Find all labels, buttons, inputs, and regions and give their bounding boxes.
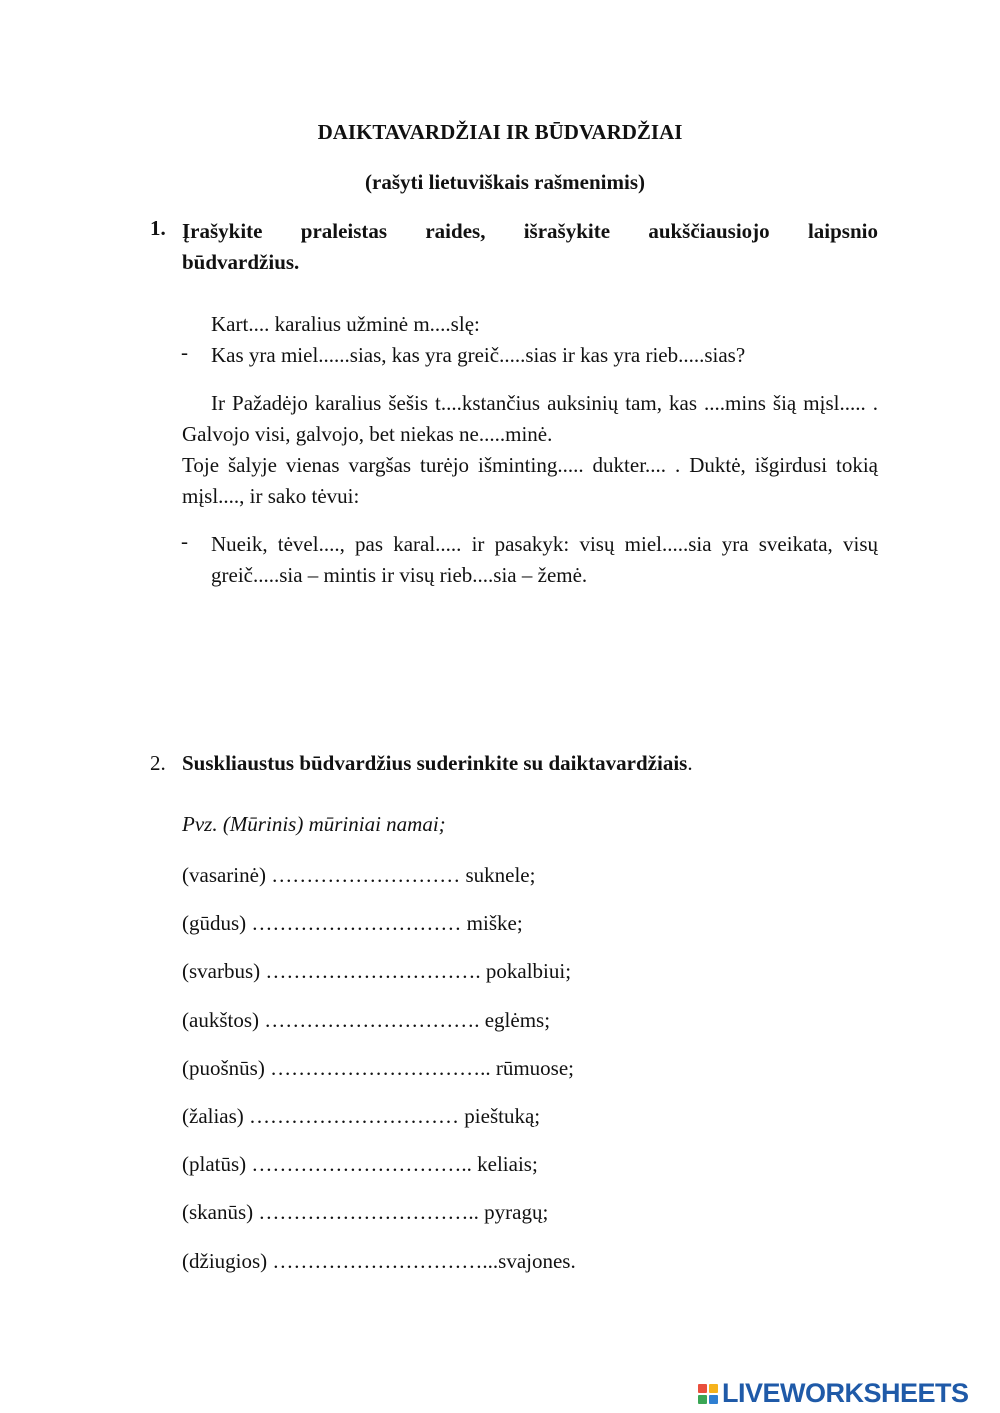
logo-square-blue bbox=[709, 1395, 718, 1404]
exercise-item: (aukštos) …………………………. eglėms; bbox=[182, 1007, 551, 1032]
document-subtitle: (rašyti lietuviškais rašmenimis) bbox=[365, 170, 645, 194]
task-1-instruction-line1: Įrašykite praleistas raides, išrašykite aukščiausiojo laipsnio bbox=[182, 219, 878, 243]
exercise-item: (skanūs) ………………………….. pyragų; bbox=[182, 1200, 549, 1225]
exercise-item: (gūdus) ………………………… miške; bbox=[182, 911, 523, 936]
logo-square-green bbox=[698, 1395, 707, 1404]
riddle-answer: Nueik, tėvel...., pas karal..... ir pasakyk: visų miel.....sia yra sveikata, visų greič.....sia – mintis ir visų rieb....sia – žemė. bbox=[211, 532, 878, 587]
logo-square-red bbox=[698, 1384, 707, 1393]
task-1-instruction-line2: būdvardžius. bbox=[182, 250, 300, 274]
riddle-intro: Kart.... karalius užminė m....slę: bbox=[211, 312, 480, 336]
exercise-item: (vasarinė) ……………………… suknele; bbox=[182, 863, 536, 887]
exercise-item: (džiugios) …………………………...svajones. bbox=[182, 1248, 576, 1273]
liveworksheets-logo-icon bbox=[698, 1384, 718, 1404]
exercise-item: (puošnūs) ………………………….. rūmuose; bbox=[182, 1055, 574, 1080]
logo-text: LIVEWORKSHEETS bbox=[722, 1378, 969, 1408]
task-2-example: Pvz. (Mūrinis) mūriniai namai; bbox=[182, 812, 446, 836]
document-title: DAIKTAVARDŽIAI IR BŪDVARDŽIAI bbox=[317, 120, 683, 144]
exercise-item: (svarbus) …………………………. pokalbiui; bbox=[182, 959, 572, 984]
exercise-item: (žalias) ………………………… pieštuką; bbox=[182, 1103, 541, 1128]
exercise-item: (platūs) ………………………….. keliais; bbox=[182, 1152, 538, 1177]
task-1-instruction bbox=[182, 216, 878, 278]
story-paragraph: Ir Pažadėjo karalius šešis t....kstančius auksinių tam, kas ....mins šią mįsl..... . Galvojo visi, galvojo, bet niekas ne.....minė. bbox=[182, 391, 878, 446]
task-2-period: . bbox=[687, 751, 693, 775]
story-paragraph-2: Toje šalyje vienas vargšas turėjo išminting..... dukter.... . Duktė, išgirdusi tokią mįsl...., ir sako tėvui: bbox=[182, 453, 878, 508]
task-2-instruction: Suskliaustus būdvardžius suderinkite su daiktavardžiais bbox=[182, 751, 688, 775]
task-2-instruction-line bbox=[182, 751, 693, 776]
logo-square-yellow bbox=[709, 1384, 718, 1393]
dash-bullet: - bbox=[181, 340, 188, 364]
liveworksheets-logo bbox=[698, 1378, 969, 1409]
task-1-number: 1. bbox=[150, 216, 166, 240]
task-2-number: 2. bbox=[150, 751, 166, 775]
riddle-question: Kas yra miel......sias, kas yra greič.....sias ir kas yra rieb.....sias? bbox=[211, 343, 746, 367]
exercise-list bbox=[182, 860, 576, 1294]
dash-bullet: - bbox=[181, 529, 188, 553]
